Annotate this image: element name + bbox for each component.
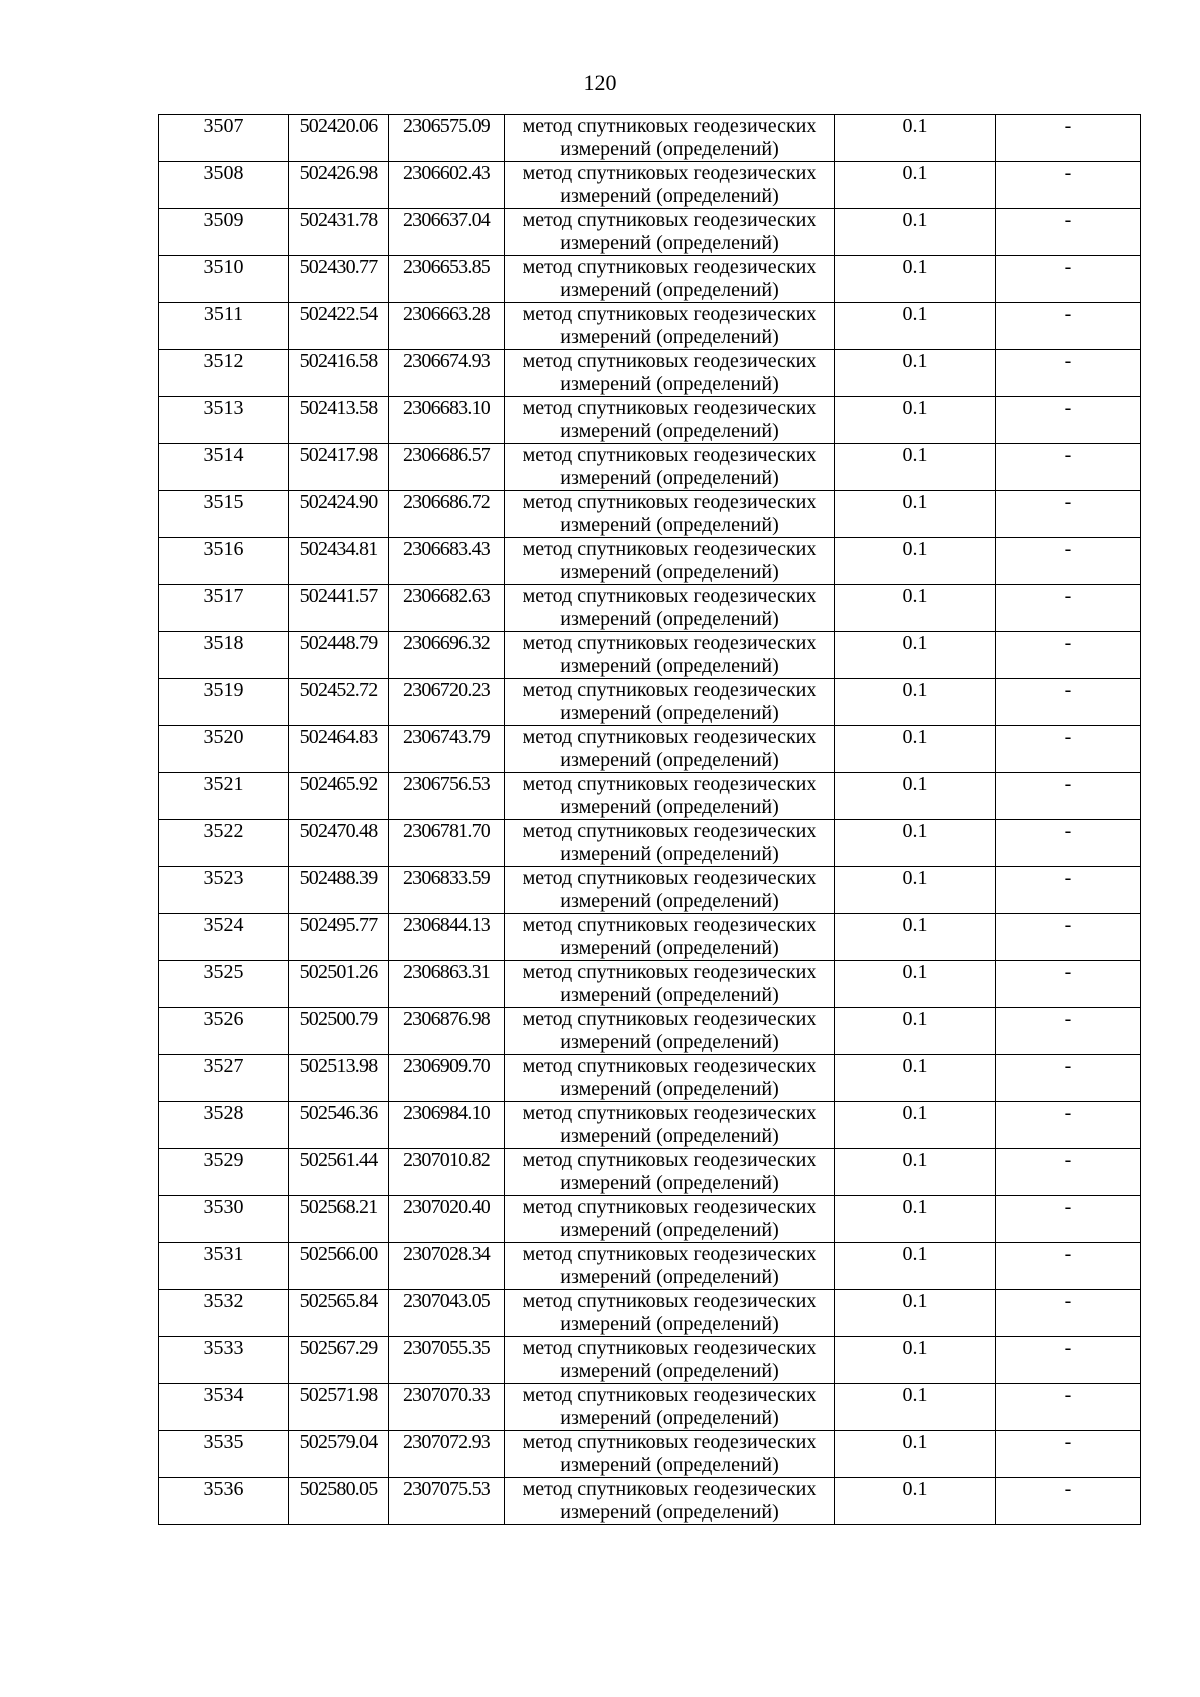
accuracy-cell: 0.1: [835, 820, 996, 867]
x-coordinate-cell: 502561.44: [289, 1149, 389, 1196]
accuracy-cell: 0.1: [835, 585, 996, 632]
note-cell: -: [996, 1431, 1141, 1478]
accuracy-cell: 0.1: [835, 1337, 996, 1384]
note-cell: -: [996, 115, 1141, 162]
x-coordinate-cell: 502568.21: [289, 1196, 389, 1243]
point-number-cell: 3524: [159, 914, 289, 961]
table-row: [159, 773, 1141, 820]
table-row: [159, 1196, 1141, 1243]
x-coordinate-cell: 502488.39: [289, 867, 389, 914]
table-row: [159, 820, 1141, 867]
point-number-cell: 3508: [159, 162, 289, 209]
point-number-cell: 3520: [159, 726, 289, 773]
table-row: [159, 538, 1141, 585]
method-cell: метод спутниковых геодезических измерений (определений): [505, 1243, 835, 1290]
point-number-cell: 3518: [159, 632, 289, 679]
table-row: [159, 914, 1141, 961]
point-number-cell: 3526: [159, 1008, 289, 1055]
point-number-cell: 3535: [159, 1431, 289, 1478]
y-coordinate-cell: 2306663.28: [389, 303, 505, 350]
note-cell: -: [996, 303, 1141, 350]
note-cell: -: [996, 726, 1141, 773]
method-cell: метод спутниковых геодезических измерений (определений): [505, 773, 835, 820]
accuracy-cell: 0.1: [835, 1290, 996, 1337]
x-coordinate-cell: 502426.98: [289, 162, 389, 209]
point-number-cell: 3529: [159, 1149, 289, 1196]
note-cell: -: [996, 914, 1141, 961]
method-cell: метод спутниковых геодезических измерений (определений): [505, 1149, 835, 1196]
note-cell: -: [996, 820, 1141, 867]
point-number-cell: 3516: [159, 538, 289, 585]
table-row: [159, 162, 1141, 209]
x-coordinate-cell: 502567.29: [289, 1337, 389, 1384]
note-cell: -: [996, 1243, 1141, 1290]
method-cell: метод спутниковых геодезических измерений (определений): [505, 961, 835, 1008]
accuracy-cell: 0.1: [835, 162, 996, 209]
x-coordinate-cell: 502565.84: [289, 1290, 389, 1337]
x-coordinate-cell: 502470.48: [289, 820, 389, 867]
y-coordinate-cell: 2307028.34: [389, 1243, 505, 1290]
y-coordinate-cell: 2307055.35: [389, 1337, 505, 1384]
x-coordinate-cell: 502420.06: [289, 115, 389, 162]
note-cell: -: [996, 1149, 1141, 1196]
point-number-cell: 3510: [159, 256, 289, 303]
y-coordinate-cell: 2306696.32: [389, 632, 505, 679]
table-row: [159, 961, 1141, 1008]
point-number-cell: 3522: [159, 820, 289, 867]
method-cell: метод спутниковых геодезических измерений (определений): [505, 209, 835, 256]
accuracy-cell: 0.1: [835, 773, 996, 820]
accuracy-cell: 0.1: [835, 726, 996, 773]
accuracy-cell: 0.1: [835, 397, 996, 444]
y-coordinate-cell: 2307070.33: [389, 1384, 505, 1431]
point-number-cell: 3533: [159, 1337, 289, 1384]
y-coordinate-cell: 2306756.53: [389, 773, 505, 820]
table-row: [159, 585, 1141, 632]
table-row: [159, 303, 1141, 350]
y-coordinate-cell: 2307075.53: [389, 1478, 505, 1525]
point-number-cell: 3527: [159, 1055, 289, 1102]
note-cell: -: [996, 1478, 1141, 1525]
x-coordinate-cell: 502424.90: [289, 491, 389, 538]
point-number-cell: 3534: [159, 1384, 289, 1431]
point-number-cell: 3507: [159, 115, 289, 162]
y-coordinate-cell: 2307020.40: [389, 1196, 505, 1243]
accuracy-cell: 0.1: [835, 632, 996, 679]
x-coordinate-cell: 502452.72: [289, 679, 389, 726]
x-coordinate-cell: 502434.81: [289, 538, 389, 585]
method-cell: метод спутниковых геодезических измерений (определений): [505, 1290, 835, 1337]
x-coordinate-cell: 502431.78: [289, 209, 389, 256]
point-number-cell: 3515: [159, 491, 289, 538]
x-coordinate-cell: 502513.98: [289, 1055, 389, 1102]
point-number-cell: 3521: [159, 773, 289, 820]
point-number-cell: 3514: [159, 444, 289, 491]
table-row: [159, 1055, 1141, 1102]
note-cell: -: [996, 162, 1141, 209]
y-coordinate-cell: 2306781.70: [389, 820, 505, 867]
coordinates-table-body: [159, 115, 1141, 1525]
note-cell: -: [996, 350, 1141, 397]
table-row: [159, 444, 1141, 491]
y-coordinate-cell: 2306682.63: [389, 585, 505, 632]
method-cell: метод спутниковых геодезических измерений (определений): [505, 303, 835, 350]
point-number-cell: 3523: [159, 867, 289, 914]
note-cell: -: [996, 679, 1141, 726]
point-number-cell: 3517: [159, 585, 289, 632]
point-number-cell: 3511: [159, 303, 289, 350]
method-cell: метод спутниковых геодезических измерений (определений): [505, 585, 835, 632]
accuracy-cell: 0.1: [835, 1384, 996, 1431]
note-cell: -: [996, 1055, 1141, 1102]
x-coordinate-cell: 502464.83: [289, 726, 389, 773]
y-coordinate-cell: 2307010.82: [389, 1149, 505, 1196]
accuracy-cell: 0.1: [835, 115, 996, 162]
x-coordinate-cell: 502579.04: [289, 1431, 389, 1478]
table-row: [159, 397, 1141, 444]
table-row: [159, 632, 1141, 679]
accuracy-cell: 0.1: [835, 1008, 996, 1055]
table-row: [159, 1431, 1141, 1478]
note-cell: -: [996, 773, 1141, 820]
accuracy-cell: 0.1: [835, 961, 996, 1008]
note-cell: -: [996, 256, 1141, 303]
y-coordinate-cell: 2306683.10: [389, 397, 505, 444]
y-coordinate-cell: 2306909.70: [389, 1055, 505, 1102]
table-row: [159, 1478, 1141, 1525]
coordinates-table: [158, 114, 1141, 1525]
table-row: [159, 726, 1141, 773]
y-coordinate-cell: 2306876.98: [389, 1008, 505, 1055]
table-row: [159, 115, 1141, 162]
point-number-cell: 3513: [159, 397, 289, 444]
method-cell: метод спутниковых геодезических измерений (определений): [505, 1102, 835, 1149]
table-row: [159, 1149, 1141, 1196]
point-number-cell: 3532: [159, 1290, 289, 1337]
method-cell: метод спутниковых геодезических измерений (определений): [505, 1431, 835, 1478]
method-cell: метод спутниковых геодезических измерений (определений): [505, 115, 835, 162]
y-coordinate-cell: 2306720.23: [389, 679, 505, 726]
method-cell: метод спутниковых геодезических измерений (определений): [505, 397, 835, 444]
table-row: [159, 491, 1141, 538]
method-cell: метод спутниковых геодезических измерений (определений): [505, 820, 835, 867]
table-row: [159, 1008, 1141, 1055]
accuracy-cell: 0.1: [835, 1243, 996, 1290]
note-cell: -: [996, 491, 1141, 538]
point-number-cell: 3512: [159, 350, 289, 397]
y-coordinate-cell: 2306653.85: [389, 256, 505, 303]
y-coordinate-cell: 2306683.43: [389, 538, 505, 585]
table-row: [159, 350, 1141, 397]
method-cell: метод спутниковых геодезических измерений (определений): [505, 679, 835, 726]
point-number-cell: 3525: [159, 961, 289, 1008]
y-coordinate-cell: 2306984.10: [389, 1102, 505, 1149]
point-number-cell: 3519: [159, 679, 289, 726]
x-coordinate-cell: 502546.36: [289, 1102, 389, 1149]
x-coordinate-cell: 502422.54: [289, 303, 389, 350]
accuracy-cell: 0.1: [835, 1149, 996, 1196]
accuracy-cell: 0.1: [835, 491, 996, 538]
page-number: 120: [583, 70, 617, 95]
y-coordinate-cell: 2306575.09: [389, 115, 505, 162]
y-coordinate-cell: 2306686.57: [389, 444, 505, 491]
method-cell: метод спутниковых геодезических измерений (определений): [505, 350, 835, 397]
accuracy-cell: 0.1: [835, 679, 996, 726]
method-cell: метод спутниковых геодезических измерений (определений): [505, 726, 835, 773]
table-row: [159, 209, 1141, 256]
note-cell: -: [996, 1102, 1141, 1149]
method-cell: метод спутниковых геодезических измерений (определений): [505, 444, 835, 491]
method-cell: метод спутниковых геодезических измерений (определений): [505, 162, 835, 209]
method-cell: метод спутниковых геодезических измерений (определений): [505, 914, 835, 961]
note-cell: -: [996, 1008, 1141, 1055]
y-coordinate-cell: 2306844.13: [389, 914, 505, 961]
accuracy-cell: 0.1: [835, 1196, 996, 1243]
method-cell: метод спутниковых геодезических измерений (определений): [505, 1478, 835, 1525]
table-row: [159, 1243, 1141, 1290]
method-cell: метод спутниковых геодезических измерений (определений): [505, 1337, 835, 1384]
note-cell: -: [996, 1196, 1141, 1243]
y-coordinate-cell: 2306743.79: [389, 726, 505, 773]
accuracy-cell: 0.1: [835, 1102, 996, 1149]
note-cell: -: [996, 867, 1141, 914]
y-coordinate-cell: 2306602.43: [389, 162, 505, 209]
accuracy-cell: 0.1: [835, 914, 996, 961]
note-cell: -: [996, 209, 1141, 256]
x-coordinate-cell: 502416.58: [289, 350, 389, 397]
x-coordinate-cell: 502417.98: [289, 444, 389, 491]
accuracy-cell: 0.1: [835, 867, 996, 914]
method-cell: метод спутниковых геодезических измерений (определений): [505, 867, 835, 914]
accuracy-cell: 0.1: [835, 303, 996, 350]
method-cell: метод спутниковых геодезических измерений (определений): [505, 632, 835, 679]
y-coordinate-cell: 2306863.31: [389, 961, 505, 1008]
note-cell: -: [996, 397, 1141, 444]
accuracy-cell: 0.1: [835, 1478, 996, 1525]
table-row: [159, 1384, 1141, 1431]
x-coordinate-cell: 502571.98: [289, 1384, 389, 1431]
table-row: [159, 1337, 1141, 1384]
y-coordinate-cell: 2306637.04: [389, 209, 505, 256]
table-row: [159, 1102, 1141, 1149]
table-row: [159, 867, 1141, 914]
y-coordinate-cell: 2306674.93: [389, 350, 505, 397]
x-coordinate-cell: 502465.92: [289, 773, 389, 820]
point-number-cell: 3530: [159, 1196, 289, 1243]
note-cell: -: [996, 444, 1141, 491]
table-row: [159, 679, 1141, 726]
x-coordinate-cell: 502441.57: [289, 585, 389, 632]
x-coordinate-cell: 502430.77: [289, 256, 389, 303]
x-coordinate-cell: 502501.26: [289, 961, 389, 1008]
point-number-cell: 3531: [159, 1243, 289, 1290]
point-number-cell: 3509: [159, 209, 289, 256]
method-cell: метод спутниковых геодезических измерений (определений): [505, 1055, 835, 1102]
x-coordinate-cell: 502500.79: [289, 1008, 389, 1055]
note-cell: -: [996, 1384, 1141, 1431]
note-cell: -: [996, 961, 1141, 1008]
method-cell: метод спутниковых геодезических измерений (определений): [505, 256, 835, 303]
accuracy-cell: 0.1: [835, 256, 996, 303]
accuracy-cell: 0.1: [835, 350, 996, 397]
method-cell: метод спутниковых геодезических измерений (определений): [505, 1008, 835, 1055]
note-cell: -: [996, 1290, 1141, 1337]
x-coordinate-cell: 502580.05: [289, 1478, 389, 1525]
x-coordinate-cell: 502495.77: [289, 914, 389, 961]
note-cell: -: [996, 585, 1141, 632]
x-coordinate-cell: 502566.00: [289, 1243, 389, 1290]
y-coordinate-cell: 2307043.05: [389, 1290, 505, 1337]
x-coordinate-cell: 502448.79: [289, 632, 389, 679]
accuracy-cell: 0.1: [835, 444, 996, 491]
accuracy-cell: 0.1: [835, 209, 996, 256]
y-coordinate-cell: 2307072.93: [389, 1431, 505, 1478]
y-coordinate-cell: 2306686.72: [389, 491, 505, 538]
point-number-cell: 3536: [159, 1478, 289, 1525]
table-row: [159, 1290, 1141, 1337]
accuracy-cell: 0.1: [835, 538, 996, 585]
method-cell: метод спутниковых геодезических измерений (определений): [505, 538, 835, 585]
x-coordinate-cell: 502413.58: [289, 397, 389, 444]
note-cell: -: [996, 632, 1141, 679]
y-coordinate-cell: 2306833.59: [389, 867, 505, 914]
accuracy-cell: 0.1: [835, 1055, 996, 1102]
note-cell: -: [996, 1337, 1141, 1384]
note-cell: -: [996, 538, 1141, 585]
table-row: [159, 256, 1141, 303]
point-number-cell: 3528: [159, 1102, 289, 1149]
method-cell: метод спутниковых геодезических измерений (определений): [505, 1196, 835, 1243]
accuracy-cell: 0.1: [835, 1431, 996, 1478]
method-cell: метод спутниковых геодезических измерений (определений): [505, 1384, 835, 1431]
method-cell: метод спутниковых геодезических измерений (определений): [505, 491, 835, 538]
